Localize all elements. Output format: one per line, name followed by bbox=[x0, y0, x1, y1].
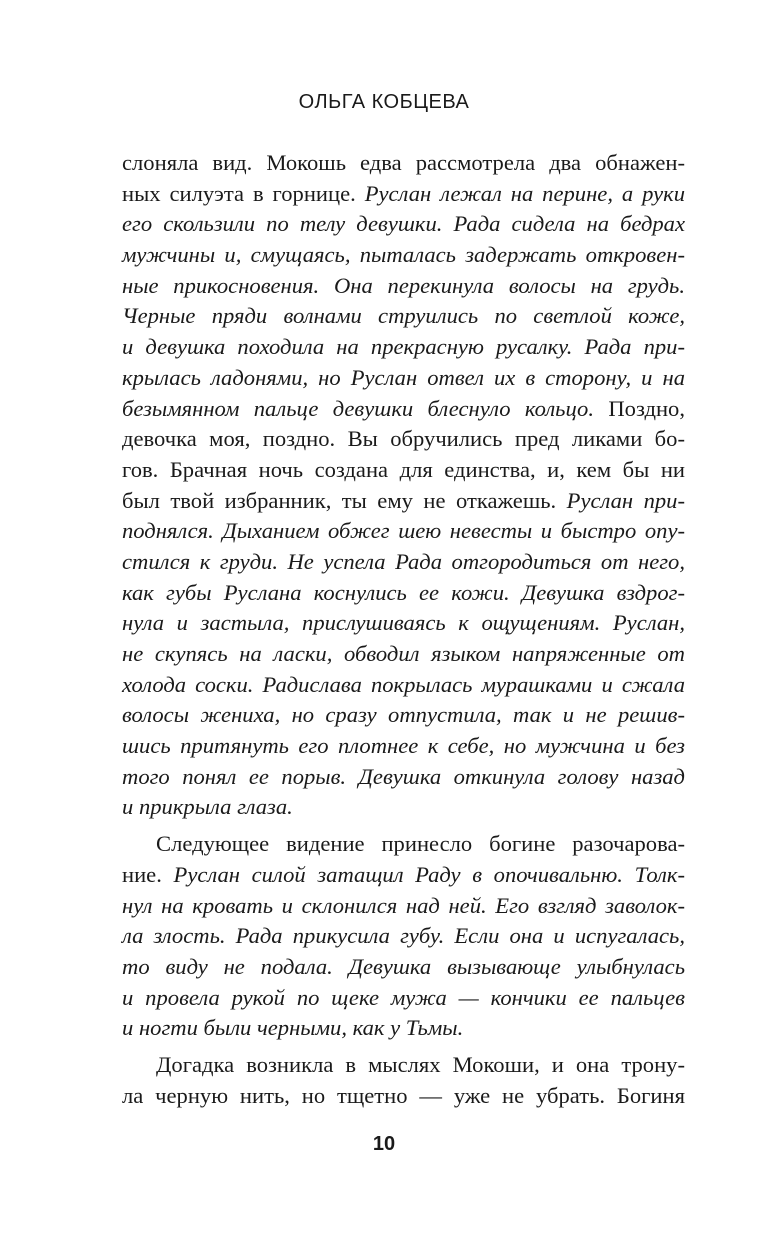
text-line bbox=[122, 731, 685, 762]
text-line bbox=[122, 179, 685, 210]
regular-segment: был твой избранник, ты ему не откажешь. bbox=[122, 487, 567, 513]
text-line bbox=[122, 516, 685, 547]
italic-segment: холода соски. Радислава покрылась мурашками и сжала bbox=[122, 671, 685, 697]
italic-segment: как губы Руслана коснулись ее кожи. Девушка вздрог- bbox=[122, 579, 685, 605]
text-line bbox=[122, 860, 685, 891]
italic-segment: Руслан лежал на перине, а руки bbox=[364, 180, 685, 206]
italic-segment: и ногти были черными, как у Тьмы. bbox=[122, 1015, 464, 1041]
text-line bbox=[122, 148, 685, 179]
text-line bbox=[122, 301, 685, 332]
text-line bbox=[122, 1013, 685, 1044]
text-line bbox=[122, 891, 685, 922]
text-line bbox=[122, 792, 685, 823]
italic-segment: и прикрыла глаза. bbox=[122, 794, 293, 820]
text-line bbox=[122, 578, 685, 609]
text-line bbox=[122, 424, 685, 455]
italic-segment: волосы жениха, но сразу отпустила, так и не решив- bbox=[122, 702, 685, 728]
regular-segment: Поздно, bbox=[608, 395, 685, 421]
italic-segment: Руслан силой затащил Раду в опочивальню. Толк- bbox=[173, 861, 685, 887]
italic-segment: крылась ладонями, но Руслан отвел их в сторону, и на bbox=[122, 364, 685, 390]
text-line bbox=[122, 271, 685, 302]
italic-segment: стился к груди. Не успела Рада отгородиться от него, bbox=[122, 548, 685, 574]
italic-segment: того понял ее порыв. Девушка откинула голову назад bbox=[122, 763, 685, 789]
page-number: 10 bbox=[372, 1133, 396, 1155]
regular-segment: Догадка возникла в мыслях Мокоши, и она трону- bbox=[156, 1051, 685, 1077]
body-text bbox=[122, 148, 685, 1111]
text-line bbox=[122, 240, 685, 271]
text-line bbox=[122, 394, 685, 425]
regular-segment: ных силуэта в горнице. bbox=[122, 180, 365, 206]
text-line bbox=[122, 363, 685, 394]
italic-segment: мужчины и, смущаясь, пыталась задержать откровен- bbox=[122, 242, 685, 268]
italic-segment: Руслан при- bbox=[566, 487, 685, 513]
text-line bbox=[122, 639, 685, 670]
text-line bbox=[122, 1081, 685, 1112]
text-line bbox=[122, 700, 685, 731]
regular-segment: ла черную нить, но тщетно — уже не убрать. Богиня bbox=[122, 1082, 685, 1108]
italic-segment: его скользили по телу девушки. Рада сидела на бедрах bbox=[122, 211, 685, 237]
italic-segment: Черные пряди волнами струились по светлой коже, bbox=[122, 303, 685, 329]
italic-segment: ла злость. Рада прикусила губу. Если она и испугалась, bbox=[122, 923, 685, 949]
text-line bbox=[122, 608, 685, 639]
italic-segment: и девушка походила на прекрасную русалку. Рада при- bbox=[122, 334, 685, 360]
italic-segment: шись притянуть его плотнее к себе, но мужчина и без bbox=[122, 733, 685, 759]
text-line bbox=[122, 547, 685, 578]
text-line bbox=[122, 209, 685, 240]
italic-segment: нула и застыла, прислушиваясь к ощущениям. Руслан, bbox=[122, 610, 685, 636]
text-line bbox=[122, 455, 685, 486]
text-line bbox=[122, 983, 685, 1014]
regular-segment: Следующее видение принесло богине разочарова- bbox=[156, 831, 685, 857]
regular-segment: девочка моя, поздно. Вы обручились пред ликами бо- bbox=[122, 426, 685, 452]
text-line bbox=[122, 952, 685, 983]
text-line bbox=[122, 829, 685, 860]
text-line bbox=[122, 762, 685, 793]
running-head: ОЛЬГА КОБЦЕВА bbox=[298, 91, 470, 113]
italic-segment: ные прикосновения. Она перекинула волосы на грудь. bbox=[122, 272, 685, 298]
text-line bbox=[122, 1050, 685, 1081]
italic-segment: безымянном пальце девушки блеснуло кольцо. bbox=[122, 395, 609, 421]
italic-segment: поднялся. Дыханием обжег шею невесты и быстро опу- bbox=[122, 518, 685, 544]
regular-segment: ние. bbox=[122, 861, 174, 887]
text-line bbox=[122, 486, 685, 517]
text-line bbox=[122, 670, 685, 701]
text-line bbox=[122, 332, 685, 363]
italic-segment: то виду не подала. Девушка вызывающе улыбнулась bbox=[122, 953, 685, 979]
regular-segment: гов. Брачная ночь создана для единства, и, кем бы ни bbox=[122, 456, 685, 482]
text-line bbox=[122, 921, 685, 952]
italic-segment: не скупясь на ласки, обводил языком напряженные от bbox=[122, 641, 685, 666]
italic-segment: нул на кровать и склонился над ней. Его взгляд заволок- bbox=[122, 892, 685, 918]
regular-segment: слоняла вид. Мокошь едва рассмотрела два обнажен- bbox=[122, 150, 685, 175]
italic-segment: и провела рукой по щеке мужа — кончики ее пальцев bbox=[122, 984, 685, 1010]
